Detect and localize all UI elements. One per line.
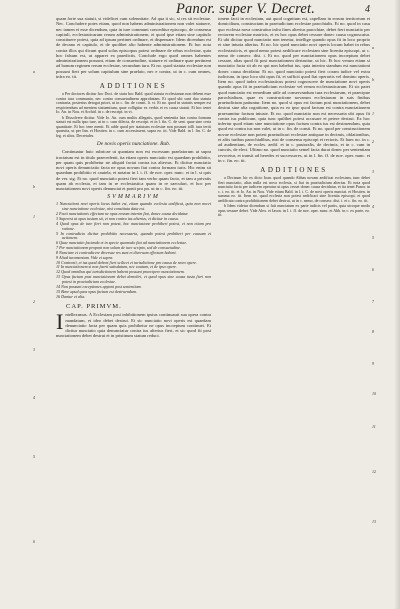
- opening-paragraph: quam forte sua statuit, si videlicet cum solennitate. Ad qua ii sic, si res sit ecclesiae. Nec. Concludere potes etiam, quod non habens administrationem non valet statuere, nec tamen ei esse dicendum, quia in iure communi conceditur episcopo, de consensu capituli, ecclesiasticarum rerum administrationem, et quod ipse etiam sine capitulo constituere potest, quia ad ipsum pertinet ordinare, et dispensare. Idem dicendum est de decano et capitulo, et de quolibet alio habente administrationem. Et hoc nota contra illos qui dicunt quod solus episcopus potest ordinare de rebus ecclesiae, quia hoc falsum est, ut apparet ex praedictis. Conclude ergo quod omnes habentes administrationem possunt, etiam de consuetudine, statuere et ordinare quae pertinent ad bonum regimen rerum ecclesiae, secundum iura. Et no. quod statuta ecclesiae non possunt fieri per solum capitulum sine praelato, nec e contra, ut in c. cum omnes, infra eo. tit.: [56, 16, 211, 79]
- margin-note: a: [372, 45, 374, 50]
- commentary-text: tonem facti in ecclesiam, aut quod cognitum est, capellam in eorum territorium et domicilium, constructam in praeiudicium ecclesiae parochialis. Et no. quod in casu quo ecclesia nova construitur infra fines alterius parochiae, debet fieri nunciatio per rectorem ecclesiae matricis, et ex hoc opus debet cessare donec causa cognoscatur. Et ubi dicitur quod nunciatio non tenetur, intellige quando opus fit in loco proprio et sine iniuria alterius. Et no. hic quod nunciatio novi operis locum habet in rebus ecclesiasticis, et quod nemo potest aedificare ecclesiam sine licentia episcopi, ut c. nemo de consecr. dist. i. Et no. quod per nunciationem opus incoeptum debet cessare, alias quod fit post nunciationem destruitur, ut hic. Et hoc verum etiam si nunciatio facta sit ab eo qui non habebat ius, quia interim standum est nunciationi donec causa decidatur. Et no. quod nunciatio potest fieri coram iudice vel extra iudicium, in ipso loco ubi opus fit, et sufficit quod fiat operariis vel domino operis. Item no. quod iudex ecclesiasticus potest cognoscere de nunciatione novi operis quando opus fit in praeiudicium ecclesiae vel rerum ecclesiasticarum. Et sic patet quod nunciatio est remedium utile ad conservandum iura ecclesiarum, et praecipue parochialium, quae ex constructione novarum ecclesiarum in suis finibus praeiudicium patiuntur. Item no. quod si opus est factum post nunciationem, debet destrui sine alia cognitione, quia ex eo ipso quod factum est contra nunciationem praesumitur factum iniuste. Et no. quod nunciatio non est necessaria ubi opus fit contra ius publicum, quia tunc quilibet potest accusare et petere destrui. Ex hoc infertur quod etiam sine nunciatione opus factum contra ius est destruendum, quia quod est contra ius non valet, ut in c. fin. de consti. Et no. quod per constructionem novae ecclesiae non potest praeiudicari ecclesiae antiquae in decimis, oblationibus, et aliis iuribus parochialibus, nisi de consensu episcopi et rectoris. Et haec no. in c. ad audientiam, de eccles. aedif. et in c. pastoralis, de decimis, et in c. cum in cunctis, de elect. Ultimo no. quod nunciatio semel facta durat donec per sententiam revocetur, et transit ad heredes et successores, ut in l. fin. ff. de nov. oper. nunc. et in c. fin. eo. tit.: [218, 16, 370, 163]
- addition-note: a Decisum hic ex dicto Ioan. quod quando Abbas novam aedificat ecclesiam, tunc debet fieri nunciatio, alias nulla est nova ecclesia, si fiat in praeiudicium alterius. Et nota quod nunciatio facta per iudicem operatur ut opus cesset donec causa decidatur, et ita tenet Panor. in c. i. eo. tit. et Io. An. in Nou. Vide etiam Bald. in l. i. C. de novi operis nunciat. et Hostien. in summa eo. tit. Item no. quod ecclesia non potest aedificari sine licentia episcopi, et quod aedificata contra prohibitionem debet destrui, ut in c. nemo, de consecr. dist. i. et c. fin. eo. tit.: [218, 175, 370, 203]
- margin-note: 13: [372, 519, 376, 524]
- margin-note: 3: [372, 169, 374, 174]
- margin-note: 10: [372, 391, 376, 396]
- chapter-heading: CAP. PRIMVM.: [66, 303, 122, 311]
- additiones-heading: ADDITIONES: [260, 166, 328, 174]
- page-edge-shadow: [394, 0, 400, 609]
- margin-note: 2: [33, 299, 35, 304]
- summary-item: 10 Contrarii, et ius quod debent fieri scilicet et iurisdictione pro causa de novo opere.: [56, 259, 197, 265]
- summary-item: 1 Nunciationi novi operis locus habet est, etiam quando ecclesia aedificat, quia non nocet sine nunciatione ecclesiae, nisi constituta data est.: [56, 201, 211, 212]
- folio-number: 4: [365, 4, 370, 15]
- additiones-heading: ADDITIONES: [99, 82, 168, 90]
- summarium-heading: SVMMARIVM: [107, 194, 160, 201]
- summary-item: 8 Nunciare et contradicere diversae res sunt et diversum effectum habent.: [56, 249, 177, 255]
- margin-note: 5: [372, 235, 374, 240]
- margin-note: 11: [372, 424, 376, 429]
- margin-note: b: [372, 77, 374, 82]
- summary-item: 12 Quod omnibus qui iurisdictionem habent possunt praecipere nunciationem.: [56, 269, 185, 275]
- margin-note: 3: [33, 347, 35, 352]
- margin-note: 4: [33, 395, 35, 400]
- margin-note: 1: [372, 111, 374, 116]
- margin-note: 6: [33, 539, 35, 544]
- margin-note: 9: [372, 361, 374, 366]
- drop-initial: I: [56, 312, 64, 335]
- summary-item: 5 In contradicto dicitur prohibitio necessaria, quando potest prohiberi per causam et actionem.: [56, 230, 211, 241]
- addition-note: b Dissolvere dicitur. Vide Io. An. cum multis allegatis, quod sententia lata contra formam statuti est nulla ipso iure, ut in c. cum dilecta, de rescript. et in l. fin. C. de sent. quae sine certa quantitate. Et hoc tene menti. Et adde quod per statutum ecclesiae non possunt tolli iura tertii quaesita, ut per Inn. et Hostien. in c. cum accessissent, supra eo. tit. Vide Bald. in l. fin. C. de leg. et alios. Decretales.: [56, 114, 211, 138]
- addition-note: a Per doctores dicitur hoc Doct. de statu hoc Bald. quod statuta ecclesiarum non debent esse contra iura communia, nec contra consuetudinem approbatam. Et quod ubi sunt duo statuta contraria, posterius derogat priori, ut in c. fin. de consti. li. vi. Et no. quod in statutis semper est respiciendum ad mentem statuentium, quae colligitur ex verbis et ex causa statuti. Et hoc tenet Io. An. in Nou. et Archid. in c. de rescript. in vi.: [56, 91, 211, 115]
- right-column: [218, 16, 370, 591]
- summary-item: 6 Quae nunciatio facienda et in specie quomodo fiat ad nunciationem ecclesiae.: [56, 240, 188, 246]
- summary-item: 11 In nunciationem si non fuerit satisdatum, nec cautum, et de ipso opere.: [56, 264, 177, 270]
- summary-item: 2 Facit nunciationis effectum ne opus novum interim fiat, donec causa decidatur.: [56, 211, 189, 217]
- summary-item: 13 Opus factum post nunciationem debet demoliri, et quod opus sine causa iusta fieri non potest in praeiudicium ecclesiae.: [56, 274, 211, 284]
- chapter-text: ntellexımus. A Ecclesiam post inhibitionem ipsius continuauit sua opera contra mandatum, et ideo debet destrui. Et sic nunciatio novi operis est quaedam denunciatio facta per quam quis prohibetur ne opus incoeptum continuet. Et dicitur nunciatio quia denunciatur contra ius alterius fieri, et sic quod fit post nunciationem debet destrui et in pristinum statum reduci.: [56, 312, 211, 339]
- summary-item: 3 Superest ut opus iustum sit, et non contra ius alterius, et dicitur in causa.: [56, 216, 179, 221]
- summary-item: 9 Aliud iuramentum. Vide et supra.: [56, 254, 114, 260]
- chapter-body: [56, 312, 211, 339]
- margin-note: 1: [33, 214, 35, 219]
- rubric-text: Continuatur huic rubricae ut quoniam non est excessum praelatorum ut supra tractatum est in titulo praecedenti, ita etiam operis nunciatio est quaedam prohibitio, per quam quis prohibetur ne aliquid faciat contra ius alterius. Et dicitur nunciatio novi operis denunciatio facta ne opus novum fiat contra formam iuris. Hic enim sit quaedam prohibitio et cautela, et notatur in l. i. ff. de nov. oper. nunc. et in l. si quis de ver. sig. Et no. quod nunciatio potest fieri tam verbo quam facto, et tam a privatis quam ab ecclesia, et tam in re ecclesiastica quam in re saeculari, et hoc per nunciationem novi operis denunciat et ponit pro pn. ut in c. fin. eo. tit.: [56, 149, 211, 192]
- summary-item: 14 Non possunt exceptiones apponi post sententiam.: [56, 283, 142, 289]
- margin-note: b: [33, 184, 35, 189]
- summary-item: 4 Quod opus de iure fieri non potest, hoc nunciatione prohiberi potest, et non etiam pro ratione.: [56, 220, 211, 231]
- running-title: Panor. super V. Decret.: [176, 1, 316, 17]
- margin-note: 6: [372, 267, 374, 272]
- margin-note: 7: [372, 299, 374, 304]
- margin-note: 5: [33, 454, 35, 459]
- margin-note: 8: [372, 329, 374, 334]
- margin-note: 4: [372, 204, 374, 209]
- summary-item: 16 Dantur et alia.: [56, 293, 86, 299]
- margin-note: 12: [372, 469, 376, 474]
- addition-note: b Idem videtur dicendum si fuit nunciatum ex parte iudicis vel partis, quia utroque modo opus cessare debet. Vide Alex. et Iason. in l. i. ff. de nov. oper. nunc. et Abb. in c. ex parte, eo. tit.: [218, 203, 370, 218]
- summary-item: 7 Per nunciationem proponi non solum de iure scripto, sed de consuetudine.: [56, 245, 181, 251]
- margin-note: a: [33, 69, 35, 74]
- left-column: [56, 16, 211, 591]
- rubric-title: De novis operis nunciatione. Rub.: [96, 141, 171, 148]
- summary-item: 15 Bene apud quos opus factum est destruendum.: [56, 288, 137, 294]
- margin-note: 2: [372, 139, 374, 144]
